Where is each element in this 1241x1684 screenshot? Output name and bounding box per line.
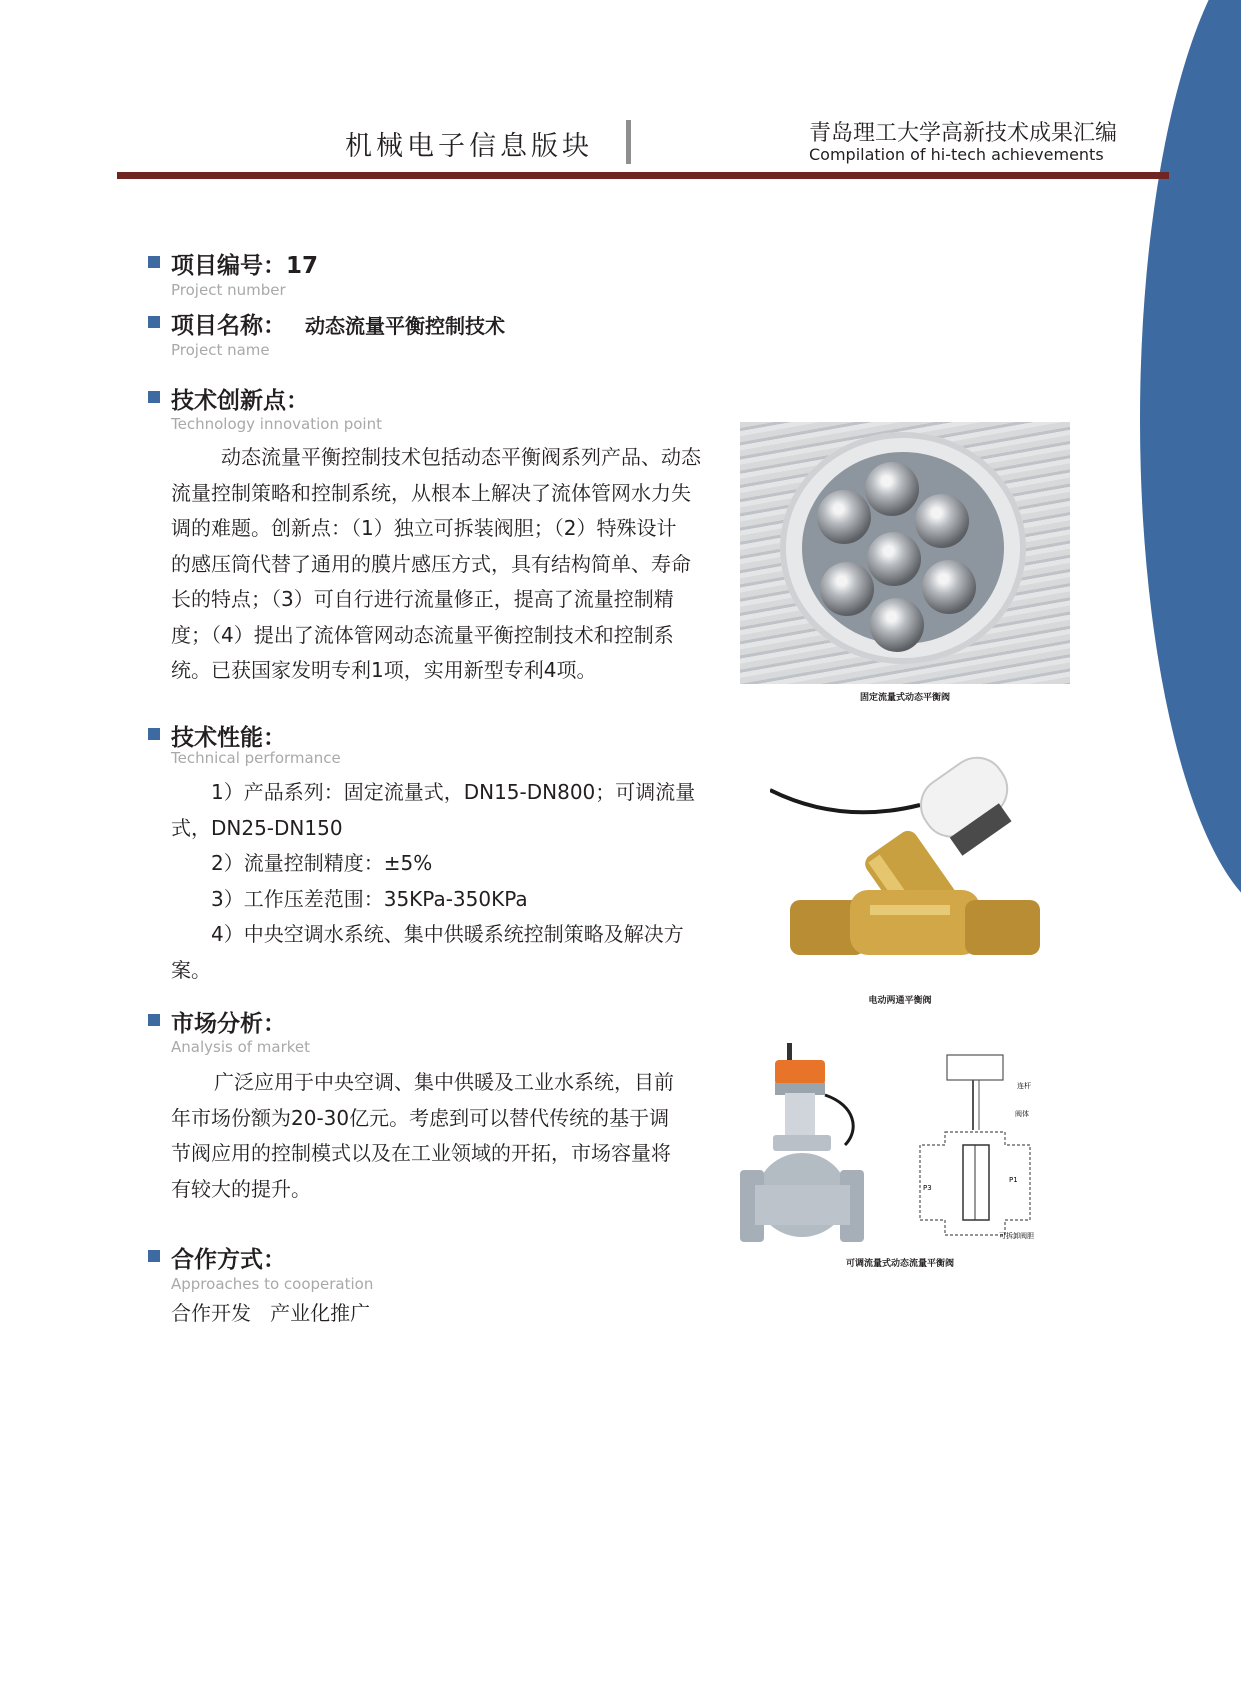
innovation-heading: 技术创新点： [171, 388, 309, 414]
text-line: 案。 [171, 957, 211, 982]
project-name-en: Project name [171, 341, 270, 359]
adjustable-valve-photo [735, 1035, 900, 1250]
project-number: 项目编号：17 [171, 253, 319, 279]
bullet-square-icon [148, 1014, 160, 1026]
diagram-label: P3 [923, 1184, 932, 1192]
text-line: 统。已获国家发明专利1项，实用新型专利4项。 [171, 658, 597, 682]
text-line: 有较大的提升。 [171, 1176, 311, 1201]
market-en: Analysis of market [171, 1038, 311, 1056]
diagram-label: 连杆 [1017, 1082, 1031, 1090]
text-line: 广泛应用于中央空调、集中供暖及工业水系统，目前 [214, 1070, 674, 1094]
text-line: 的感压筒代替了通用的膜片感压方式，具有结构简单、寿命 [171, 551, 691, 576]
bullet-square-icon [148, 1250, 160, 1262]
innovation-text [171, 440, 731, 689]
photo-caption: 电动两通平衡阀 [868, 996, 932, 1006]
performance-heading: 技术性能： [171, 725, 286, 751]
text-line: 节阀应用的控制模式以及在工业领域的开拓，市场容量将 [171, 1141, 671, 1165]
cooperation-heading: 合作方式： [171, 1247, 286, 1273]
valve-cross-section-diagram [905, 1050, 1035, 1250]
market-text [171, 1065, 711, 1207]
text-line: 3）工作压差范围：35KPa-350KPa [211, 886, 528, 911]
text-line: 度；（4）提出了流体管网动态流量平衡控制技术和控制系 [171, 622, 674, 647]
photo-caption: 可调流量式动态流量平衡阀 [845, 1259, 954, 1269]
text-line: 4）中央空调水系统、集中供暖系统控制策略及解决方 [211, 922, 684, 946]
fixed-flow-valve-photo [740, 422, 1070, 684]
text-line: 动态流量平衡控制技术包括动态平衡阀系列产品、动态 [221, 445, 701, 469]
decorative-blue-arc [1140, 0, 1241, 920]
market-heading: 市场分析： [171, 1011, 286, 1037]
project-number-en: Project number [171, 281, 286, 299]
cooperation-en: Approaches to cooperation [171, 1275, 374, 1293]
org-title: 青岛理工大学高新技术成果汇编 [809, 121, 1118, 146]
photo-caption: 固定流量式动态平衡阀 [859, 693, 950, 703]
innovation-en: Technology innovation point [171, 415, 382, 433]
text-line: 长的特点；（3）可自行进行流量修正，提高了流量控制精 [171, 587, 674, 611]
text-line: 2）流量控制精度：±5% [211, 851, 433, 875]
performance-text [171, 775, 751, 988]
bullet-square-icon [148, 728, 160, 740]
text-line: 式，DN25-DN150 [171, 815, 343, 840]
text-line: 流量控制策略和控制系统，从根本上解决了流体管网水力失 [171, 480, 691, 505]
org-subtitle: Compilation of hi-tech achievements [809, 145, 1104, 164]
cooperation-text: 合作开发 产业化推广 [171, 1301, 371, 1325]
text-line: 调的难题。创新点：（1）独立可拆装阀胆；（2）特殊设计 [171, 516, 677, 540]
diagram-label: 阀体 [1015, 1110, 1029, 1118]
section-title: 机械电子信息版块 [345, 131, 593, 162]
header-rule [117, 172, 1169, 179]
bullet-square-icon [148, 316, 160, 328]
diagram-label: P1 [1009, 1176, 1018, 1184]
project-name-label: 项目名称： [171, 313, 286, 339]
electric-balance-valve-photo [770, 740, 1060, 990]
text-line: 1）产品系列：固定流量式，DN15-DN800；可调流量 [211, 780, 696, 804]
text-line: 年市场份额为20-30亿元。考虑到可以替代传统的基于调 [171, 1105, 670, 1130]
header-separator [626, 120, 631, 164]
bullet-square-icon [148, 256, 160, 268]
performance-en: Technical performance [171, 749, 341, 767]
bullet-square-icon [148, 391, 160, 403]
diagram-label: 可拆卸阀胆 [999, 1232, 1034, 1240]
project-name-value: 动态流量平衡控制技术 [305, 314, 505, 338]
